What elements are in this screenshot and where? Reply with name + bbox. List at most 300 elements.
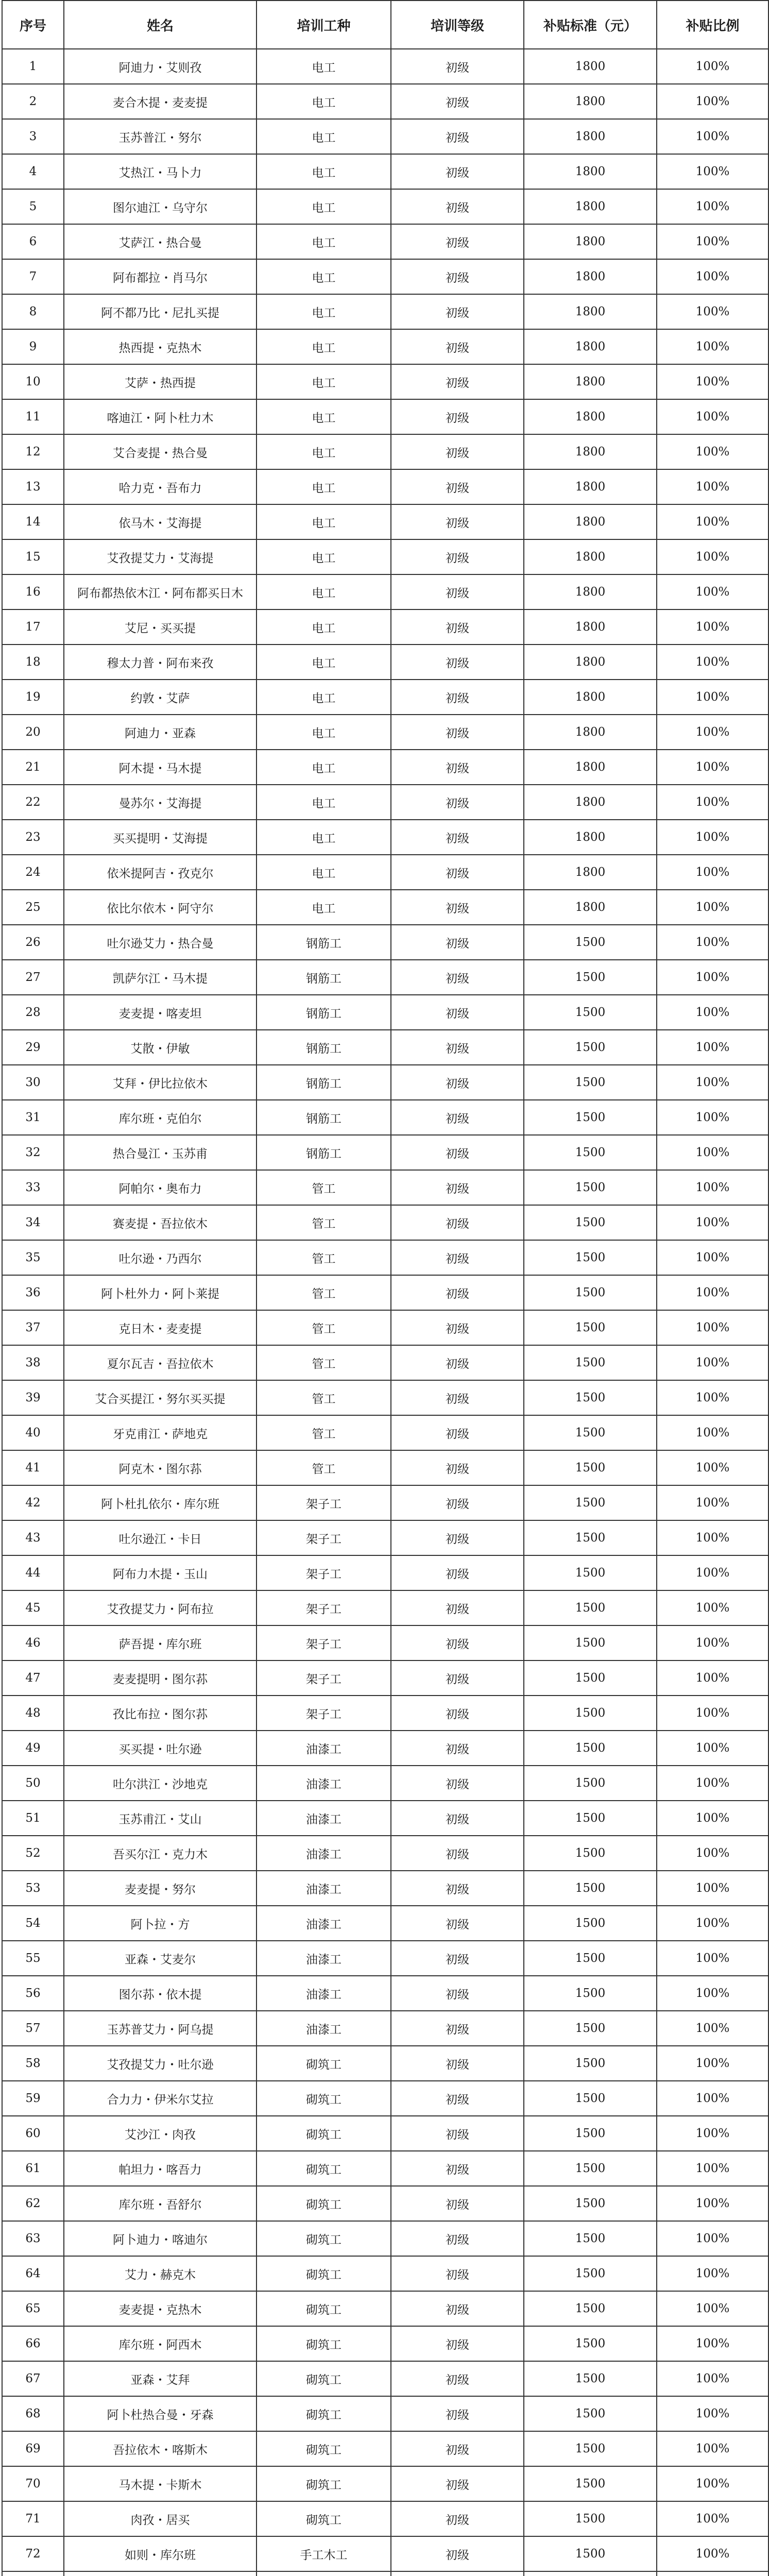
table-row <box>2 2221 768 2256</box>
cell-level: 初级 <box>391 645 524 680</box>
cell-level: 初级 <box>391 1135 524 1170</box>
cell-seq: 59 <box>2 2081 64 2116</box>
cell-name: 亚森・艾拜 <box>64 2361 257 2396</box>
cell-level: 初级 <box>391 1205 524 1240</box>
table-row <box>2 49 768 84</box>
cell-name: 图尔迪江・乌守尔 <box>64 189 257 224</box>
cell-subsidy-ratio: 100% <box>657 49 768 84</box>
cell-name: 阿克木・图尔荪 <box>64 1450 257 1485</box>
table-row <box>2 1100 768 1135</box>
cell-level: 初级 <box>391 2326 524 2361</box>
cell-subsidy-ratio: 100% <box>657 1345 768 1380</box>
cell-subsidy-ratio: 100% <box>657 960 768 995</box>
cell-subsidy-ratio: 100% <box>657 1766 768 1801</box>
cell-trade: 砌筑工 <box>257 2431 391 2466</box>
cell-seq: 64 <box>2 2256 64 2291</box>
header-level: 培训等级 <box>391 1 524 49</box>
cell-subsidy-ratio: 100% <box>657 1871 768 1906</box>
cell-seq: 33 <box>2 1170 64 1205</box>
cell-trade: 架子工 <box>257 1625 391 1660</box>
cell-seq: 65 <box>2 2291 64 2326</box>
cell-seq: 17 <box>2 609 64 645</box>
cell-seq: 28 <box>2 995 64 1030</box>
cell-subsidy-standard: 1500 <box>524 1310 657 1345</box>
cell-subsidy-ratio: 100% <box>657 645 768 680</box>
cell-subsidy-standard: 1800 <box>524 189 657 224</box>
cell-subsidy-ratio: 100% <box>657 2396 768 2431</box>
cell-seq: 25 <box>2 890 64 925</box>
cell-level: 初级 <box>391 1345 524 1380</box>
cell-trade: 电工 <box>257 189 391 224</box>
table-row <box>2 1976 768 2011</box>
cell-seq: 39 <box>2 1380 64 1415</box>
cell-name: 帕坦力・喀吾力 <box>64 2151 257 2186</box>
cell-subsidy-standard: 1500 <box>524 1696 657 1731</box>
cell-name: 艾尼・买买提 <box>64 609 257 645</box>
cell-subsidy-standard: 1500 <box>524 2536 657 2571</box>
table-row <box>2 399 768 434</box>
cell-seq: 57 <box>2 2011 64 2046</box>
cell-subsidy-standard: 1500 <box>524 1590 657 1625</box>
cell-level: 初级 <box>391 960 524 995</box>
cell-level: 初级 <box>391 1415 524 1450</box>
cell-trade: 电工 <box>257 154 391 189</box>
cell-level: 初级 <box>391 399 524 434</box>
table-row <box>2 715 768 750</box>
cell-level: 初级 <box>391 84 524 119</box>
cell-name: 亚森・艾麦尔 <box>64 1941 257 1976</box>
cell-name: 依米提阿吉・孜克尔 <box>64 855 257 890</box>
cell-name: 吐尔洪江・沙地克 <box>64 1766 257 1801</box>
table-row <box>2 1836 768 1871</box>
cell-seq: 31 <box>2 1100 64 1135</box>
cell-subsidy-ratio: 100% <box>657 154 768 189</box>
table-row <box>2 925 768 960</box>
cell-trade: 电工 <box>257 119 391 154</box>
cell-subsidy-ratio: 100% <box>657 1240 768 1275</box>
cell-seq: 37 <box>2 1310 64 1345</box>
cell-trade: 电工 <box>257 855 391 890</box>
cell-level: 初级 <box>391 1801 524 1836</box>
cell-level: 初级 <box>391 1380 524 1415</box>
cell-subsidy-ratio: 100% <box>657 2361 768 2396</box>
table-row <box>2 2256 768 2291</box>
cell-name: 克日木・麦麦提 <box>64 1310 257 1345</box>
table-row <box>2 1450 768 1485</box>
cell-subsidy-ratio: 100% <box>657 1065 768 1100</box>
header-row <box>2 1 768 49</box>
cell-subsidy-standard: 1800 <box>524 539 657 574</box>
cell-trade: 钢筋工 <box>257 1100 391 1135</box>
cell-trade <box>257 2571 391 2576</box>
cell-seq: 61 <box>2 2151 64 2186</box>
cell-subsidy-standard: 1500 <box>524 2011 657 2046</box>
cell-subsidy-standard: 1800 <box>524 224 657 259</box>
table-row <box>2 2011 768 2046</box>
cell-subsidy-ratio: 100% <box>657 1135 768 1170</box>
cell-seq: 43 <box>2 1520 64 1555</box>
cell-trade: 油漆工 <box>257 1801 391 1836</box>
cell-level: 初级 <box>391 1590 524 1625</box>
cell-subsidy-ratio: 100% <box>657 189 768 224</box>
cell-trade: 管工 <box>257 1380 391 1415</box>
cell-subsidy-standard: 1500 <box>524 2361 657 2396</box>
cell-name: 阿布都拉・肖马尔 <box>64 259 257 294</box>
cell-seq: 68 <box>2 2396 64 2431</box>
cell-name: 艾力・赫克木 <box>64 2256 257 2291</box>
cell-subsidy-ratio: 100% <box>657 2466 768 2501</box>
cell-seq <box>2 2571 64 2576</box>
cell-trade: 砌筑工 <box>257 2221 391 2256</box>
cell-subsidy-ratio: 100% <box>657 2431 768 2466</box>
table-row <box>2 2081 768 2116</box>
cell-seq: 50 <box>2 1766 64 1801</box>
cell-subsidy-ratio: 100% <box>657 294 768 329</box>
cell-subsidy-standard: 1500 <box>524 1520 657 1555</box>
table-row <box>2 645 768 680</box>
cell-subsidy-ratio: 100% <box>657 2151 768 2186</box>
cell-subsidy-ratio: 100% <box>657 1731 768 1766</box>
cell-subsidy-standard: 1800 <box>524 49 657 84</box>
cell-subsidy-standard: 1800 <box>524 785 657 820</box>
table-row <box>2 785 768 820</box>
cell-subsidy-ratio: 100% <box>657 259 768 294</box>
cell-seq: 48 <box>2 1696 64 1731</box>
table-row <box>2 364 768 399</box>
cell-name <box>64 2571 257 2576</box>
cell-seq: 34 <box>2 1205 64 1240</box>
table-row <box>2 1240 768 1275</box>
cell-level: 初级 <box>391 609 524 645</box>
cell-level: 初级 <box>391 2081 524 2116</box>
cell-subsidy-standard: 1500 <box>524 1450 657 1485</box>
cell-level: 初级 <box>391 680 524 715</box>
cell-name: 艾萨江・热合曼 <box>64 224 257 259</box>
table-row <box>2 1205 768 1240</box>
cell-seq: 30 <box>2 1065 64 1100</box>
cell-subsidy-ratio: 100% <box>657 2221 768 2256</box>
table-row <box>2 2431 768 2466</box>
cell-name: 阿卜迪力・喀迪尔 <box>64 2221 257 2256</box>
cell-trade: 钢筋工 <box>257 925 391 960</box>
table-row <box>2 1906 768 1941</box>
cell-trade: 砌筑工 <box>257 2501 391 2536</box>
cell-subsidy-ratio: 100% <box>657 1450 768 1485</box>
cell-subsidy-ratio: 100% <box>657 785 768 820</box>
cell-trade: 钢筋工 <box>257 960 391 995</box>
cell-seq: 29 <box>2 1030 64 1065</box>
cell-level: 初级 <box>391 434 524 469</box>
table-row <box>2 469 768 504</box>
cell-seq: 3 <box>2 119 64 154</box>
cell-seq: 63 <box>2 2221 64 2256</box>
cell-subsidy-standard: 1500 <box>524 1135 657 1170</box>
cell-level: 初级 <box>391 2011 524 2046</box>
cell-name: 买买提・吐尔逊 <box>64 1731 257 1766</box>
cell-name: 艾孜提艾力・艾海提 <box>64 539 257 574</box>
cell-subsidy-standard: 1800 <box>524 750 657 785</box>
cell-subsidy-standard: 1800 <box>524 294 657 329</box>
cell-name: 热西提・克热木 <box>64 329 257 364</box>
cell-level: 初级 <box>391 1836 524 1871</box>
table-row <box>2 1766 768 1801</box>
cell-subsidy-ratio: 100% <box>657 750 768 785</box>
cell-subsidy-ratio: 100% <box>657 504 768 539</box>
cell-level: 初级 <box>391 224 524 259</box>
cell-name: 哈力克・吾布力 <box>64 469 257 504</box>
cell-level: 初级 <box>391 1450 524 1485</box>
cell-level: 初级 <box>391 1065 524 1100</box>
cell-subsidy-standard: 1500 <box>524 2396 657 2431</box>
cell-trade: 管工 <box>257 1345 391 1380</box>
cell-subsidy-ratio: 100% <box>657 1275 768 1310</box>
cell-level: 初级 <box>391 2536 524 2571</box>
cell-level: 初级 <box>391 2361 524 2396</box>
cell-subsidy-ratio: 100% <box>657 2186 768 2221</box>
cell-trade: 管工 <box>257 1240 391 1275</box>
cell-seq: 71 <box>2 2501 64 2536</box>
cell-name: 阿卜杜热合曼・牙森 <box>64 2396 257 2431</box>
cell-subsidy-ratio: 100% <box>657 119 768 154</box>
table-row <box>2 1345 768 1380</box>
cell-name: 吾拉依木・喀斯木 <box>64 2431 257 2466</box>
cell-trade: 电工 <box>257 539 391 574</box>
table-row <box>2 1801 768 1836</box>
cell-seq: 21 <box>2 750 64 785</box>
table-row <box>2 154 768 189</box>
cell-name: 阿迪力・亚森 <box>64 715 257 750</box>
cell-seq: 47 <box>2 1660 64 1696</box>
cell-name: 合力力・伊米尔艾拉 <box>64 2081 257 2116</box>
cell-subsidy-ratio: 100% <box>657 2291 768 2326</box>
cell-subsidy-ratio: 100% <box>657 1906 768 1941</box>
cell-level: 初级 <box>391 364 524 399</box>
cell-subsidy-standard: 1500 <box>524 1731 657 1766</box>
cell-seq: 70 <box>2 2466 64 2501</box>
cell-subsidy-ratio: 100% <box>657 1941 768 1976</box>
cell-seq: 20 <box>2 715 64 750</box>
cell-seq: 58 <box>2 2046 64 2081</box>
table-row <box>2 1065 768 1100</box>
cell-subsidy-standard: 1800 <box>524 84 657 119</box>
cell-level: 初级 <box>391 1696 524 1731</box>
cell-seq: 7 <box>2 259 64 294</box>
cell-level: 初级 <box>391 2046 524 2081</box>
cell-trade: 砌筑工 <box>257 2396 391 2431</box>
table-row <box>2 855 768 890</box>
cell-subsidy-standard: 1800 <box>524 645 657 680</box>
cell-level: 初级 <box>391 2501 524 2536</box>
cell-subsidy-ratio: 100% <box>657 1660 768 1696</box>
cell-seq: 41 <box>2 1450 64 1485</box>
cell-level: 初级 <box>391 925 524 960</box>
cell-subsidy-standard: 1500 <box>524 1766 657 1801</box>
cell-seq: 27 <box>2 960 64 995</box>
cell-seq: 51 <box>2 1801 64 1836</box>
cell-subsidy-standard: 1500 <box>524 2221 657 2256</box>
cell-subsidy-standard: 1500 <box>524 960 657 995</box>
table-row <box>2 2151 768 2186</box>
cell-subsidy-standard: 1500 <box>524 2326 657 2361</box>
cell-subsidy-standard: 1800 <box>524 890 657 925</box>
cell-subsidy-ratio: 100% <box>657 2501 768 2536</box>
cell-level: 初级 <box>391 49 524 84</box>
cell-level: 初级 <box>391 785 524 820</box>
cell-seq: 52 <box>2 1836 64 1871</box>
cell-subsidy-standard: 1500 <box>524 1380 657 1415</box>
cell-level: 初级 <box>391 1766 524 1801</box>
cell-subsidy-ratio: 100% <box>657 1836 768 1871</box>
cell-subsidy-ratio: 100% <box>657 1485 768 1520</box>
table-row <box>2 2326 768 2361</box>
cell-subsidy-standard: 1500 <box>524 2256 657 2291</box>
cell-subsidy-standard: 1800 <box>524 154 657 189</box>
cell-trade: 管工 <box>257 1170 391 1205</box>
cell-name: 赛麦提・吾拉依木 <box>64 1205 257 1240</box>
cell-seq: 2 <box>2 84 64 119</box>
table-row <box>2 2466 768 2501</box>
cell-trade: 油漆工 <box>257 2011 391 2046</box>
cell-name: 麦麦提明・图尔荪 <box>64 1660 257 1696</box>
cell-level: 初级 <box>391 2221 524 2256</box>
cell-name: 玉苏甫江・艾山 <box>64 1801 257 1836</box>
header-trade: 培训工种 <box>257 1 391 49</box>
cell-subsidy-standard: 1800 <box>524 399 657 434</box>
table-row <box>2 2361 768 2396</box>
cell-seq: 16 <box>2 574 64 609</box>
cell-trade: 钢筋工 <box>257 1135 391 1170</box>
cell-subsidy-ratio: 100% <box>657 680 768 715</box>
cell-trade: 管工 <box>257 1205 391 1240</box>
cell-seq: 38 <box>2 1345 64 1380</box>
table-row <box>2 2291 768 2326</box>
table-row <box>2 2536 768 2571</box>
cell-subsidy-ratio: 100% <box>657 1976 768 2011</box>
table-row <box>2 2046 768 2081</box>
table-row <box>2 189 768 224</box>
table-row <box>2 1696 768 1731</box>
cell-seq: 4 <box>2 154 64 189</box>
cell-subsidy-ratio: 100% <box>657 995 768 1030</box>
cell-seq: 49 <box>2 1731 64 1766</box>
cell-name: 吾买尔江・克力木 <box>64 1836 257 1871</box>
cell-level: 初级 <box>391 995 524 1030</box>
cell-subsidy-standard: 1500 <box>524 1170 657 1205</box>
cell-trade: 油漆工 <box>257 1976 391 2011</box>
cell-name: 库尔班・克伯尔 <box>64 1100 257 1135</box>
cell-name: 吐尔逊・乃西尔 <box>64 1240 257 1275</box>
cell-subsidy-standard: 1500 <box>524 1871 657 1906</box>
cell-trade: 电工 <box>257 434 391 469</box>
cell-name: 艾热江・马卜力 <box>64 154 257 189</box>
cell-subsidy-standard: 1500 <box>524 1030 657 1065</box>
cell-seq: 72 <box>2 2536 64 2571</box>
cell-level: 初级 <box>391 329 524 364</box>
cell-trade: 电工 <box>257 609 391 645</box>
cell-name: 穆太力普・阿布来孜 <box>64 645 257 680</box>
table-row <box>2 329 768 364</box>
cell-subsidy-ratio: 100% <box>657 574 768 609</box>
cell-subsidy-ratio: 100% <box>657 2326 768 2361</box>
cell-subsidy-ratio: 100% <box>657 609 768 645</box>
cell-level: 初级 <box>391 294 524 329</box>
cell-subsidy-ratio: 100% <box>657 2116 768 2151</box>
cell-trade: 架子工 <box>257 1520 391 1555</box>
cell-subsidy-ratio: 100% <box>657 1590 768 1625</box>
cell-subsidy-ratio: 100% <box>657 1170 768 1205</box>
cell-seq: 54 <box>2 1906 64 1941</box>
cell-trade: 手工木工 <box>257 2536 391 2571</box>
cell-subsidy-standard: 1500 <box>524 925 657 960</box>
cell-subsidy-standard: 1500 <box>524 1345 657 1380</box>
cell-name: 玉苏普艾力・阿乌提 <box>64 2011 257 2046</box>
cell-level: 初级 <box>391 820 524 855</box>
cell-subsidy-standard: 1800 <box>524 329 657 364</box>
cell-level: 初级 <box>391 1660 524 1696</box>
cell-name: 麦麦提・克热木 <box>64 2291 257 2326</box>
cell-name: 依马木・艾海提 <box>64 504 257 539</box>
cell-seq: 62 <box>2 2186 64 2221</box>
cell-subsidy-standard: 1500 <box>524 2466 657 2501</box>
cell-trade: 架子工 <box>257 1555 391 1590</box>
table-row <box>2 1871 768 1906</box>
cell-name: 艾合买提江・努尔买买提 <box>64 1380 257 1415</box>
cell-subsidy-ratio: 100% <box>657 1100 768 1135</box>
header-subsidy-standard: 补贴标准（元） <box>524 1 657 49</box>
cell-subsidy-standard <box>524 2571 657 2576</box>
cell-seq: 1 <box>2 49 64 84</box>
cell-trade: 管工 <box>257 1275 391 1310</box>
cell-level: 初级 <box>391 1941 524 1976</box>
cell-level: 初级 <box>391 154 524 189</box>
cell-subsidy-standard: 1500 <box>524 1660 657 1696</box>
cell-seq: 36 <box>2 1275 64 1310</box>
cell-subsidy-standard: 1800 <box>524 504 657 539</box>
cell-trade: 管工 <box>257 1415 391 1450</box>
cell-trade: 砌筑工 <box>257 2256 391 2291</box>
table-row <box>2 119 768 154</box>
cell-subsidy-ratio: 100% <box>657 2011 768 2046</box>
cell-trade: 架子工 <box>257 1660 391 1696</box>
cell-name: 阿卜拉・方 <box>64 1906 257 1941</box>
cell-name: 艾萨・热西提 <box>64 364 257 399</box>
cell-subsidy-standard: 1500 <box>524 2116 657 2151</box>
cell-subsidy-standard: 1500 <box>524 1100 657 1135</box>
table-row <box>2 750 768 785</box>
cell-subsidy-ratio: 100% <box>657 855 768 890</box>
cell-seq: 46 <box>2 1625 64 1660</box>
table-row <box>2 1135 768 1170</box>
table-row <box>2 574 768 609</box>
table-row <box>2 1310 768 1345</box>
cell-seq: 44 <box>2 1555 64 1590</box>
cell-trade: 钢筋工 <box>257 1030 391 1065</box>
cell-trade: 电工 <box>257 645 391 680</box>
cell-level: 初级 <box>391 1906 524 1941</box>
cell-name: 曼苏尔・艾海提 <box>64 785 257 820</box>
cell-subsidy-standard: 1500 <box>524 1941 657 1976</box>
table-row <box>2 224 768 259</box>
table-row <box>2 539 768 574</box>
cell-seq: 22 <box>2 785 64 820</box>
cell-subsidy-ratio: 100% <box>657 539 768 574</box>
table-row <box>2 1415 768 1450</box>
cell-subsidy-ratio: 100% <box>657 1205 768 1240</box>
cell-trade: 电工 <box>257 49 391 84</box>
cell-subsidy-standard: 1500 <box>524 1065 657 1100</box>
cell-subsidy-standard: 1500 <box>524 2046 657 2081</box>
table-row <box>2 84 768 119</box>
